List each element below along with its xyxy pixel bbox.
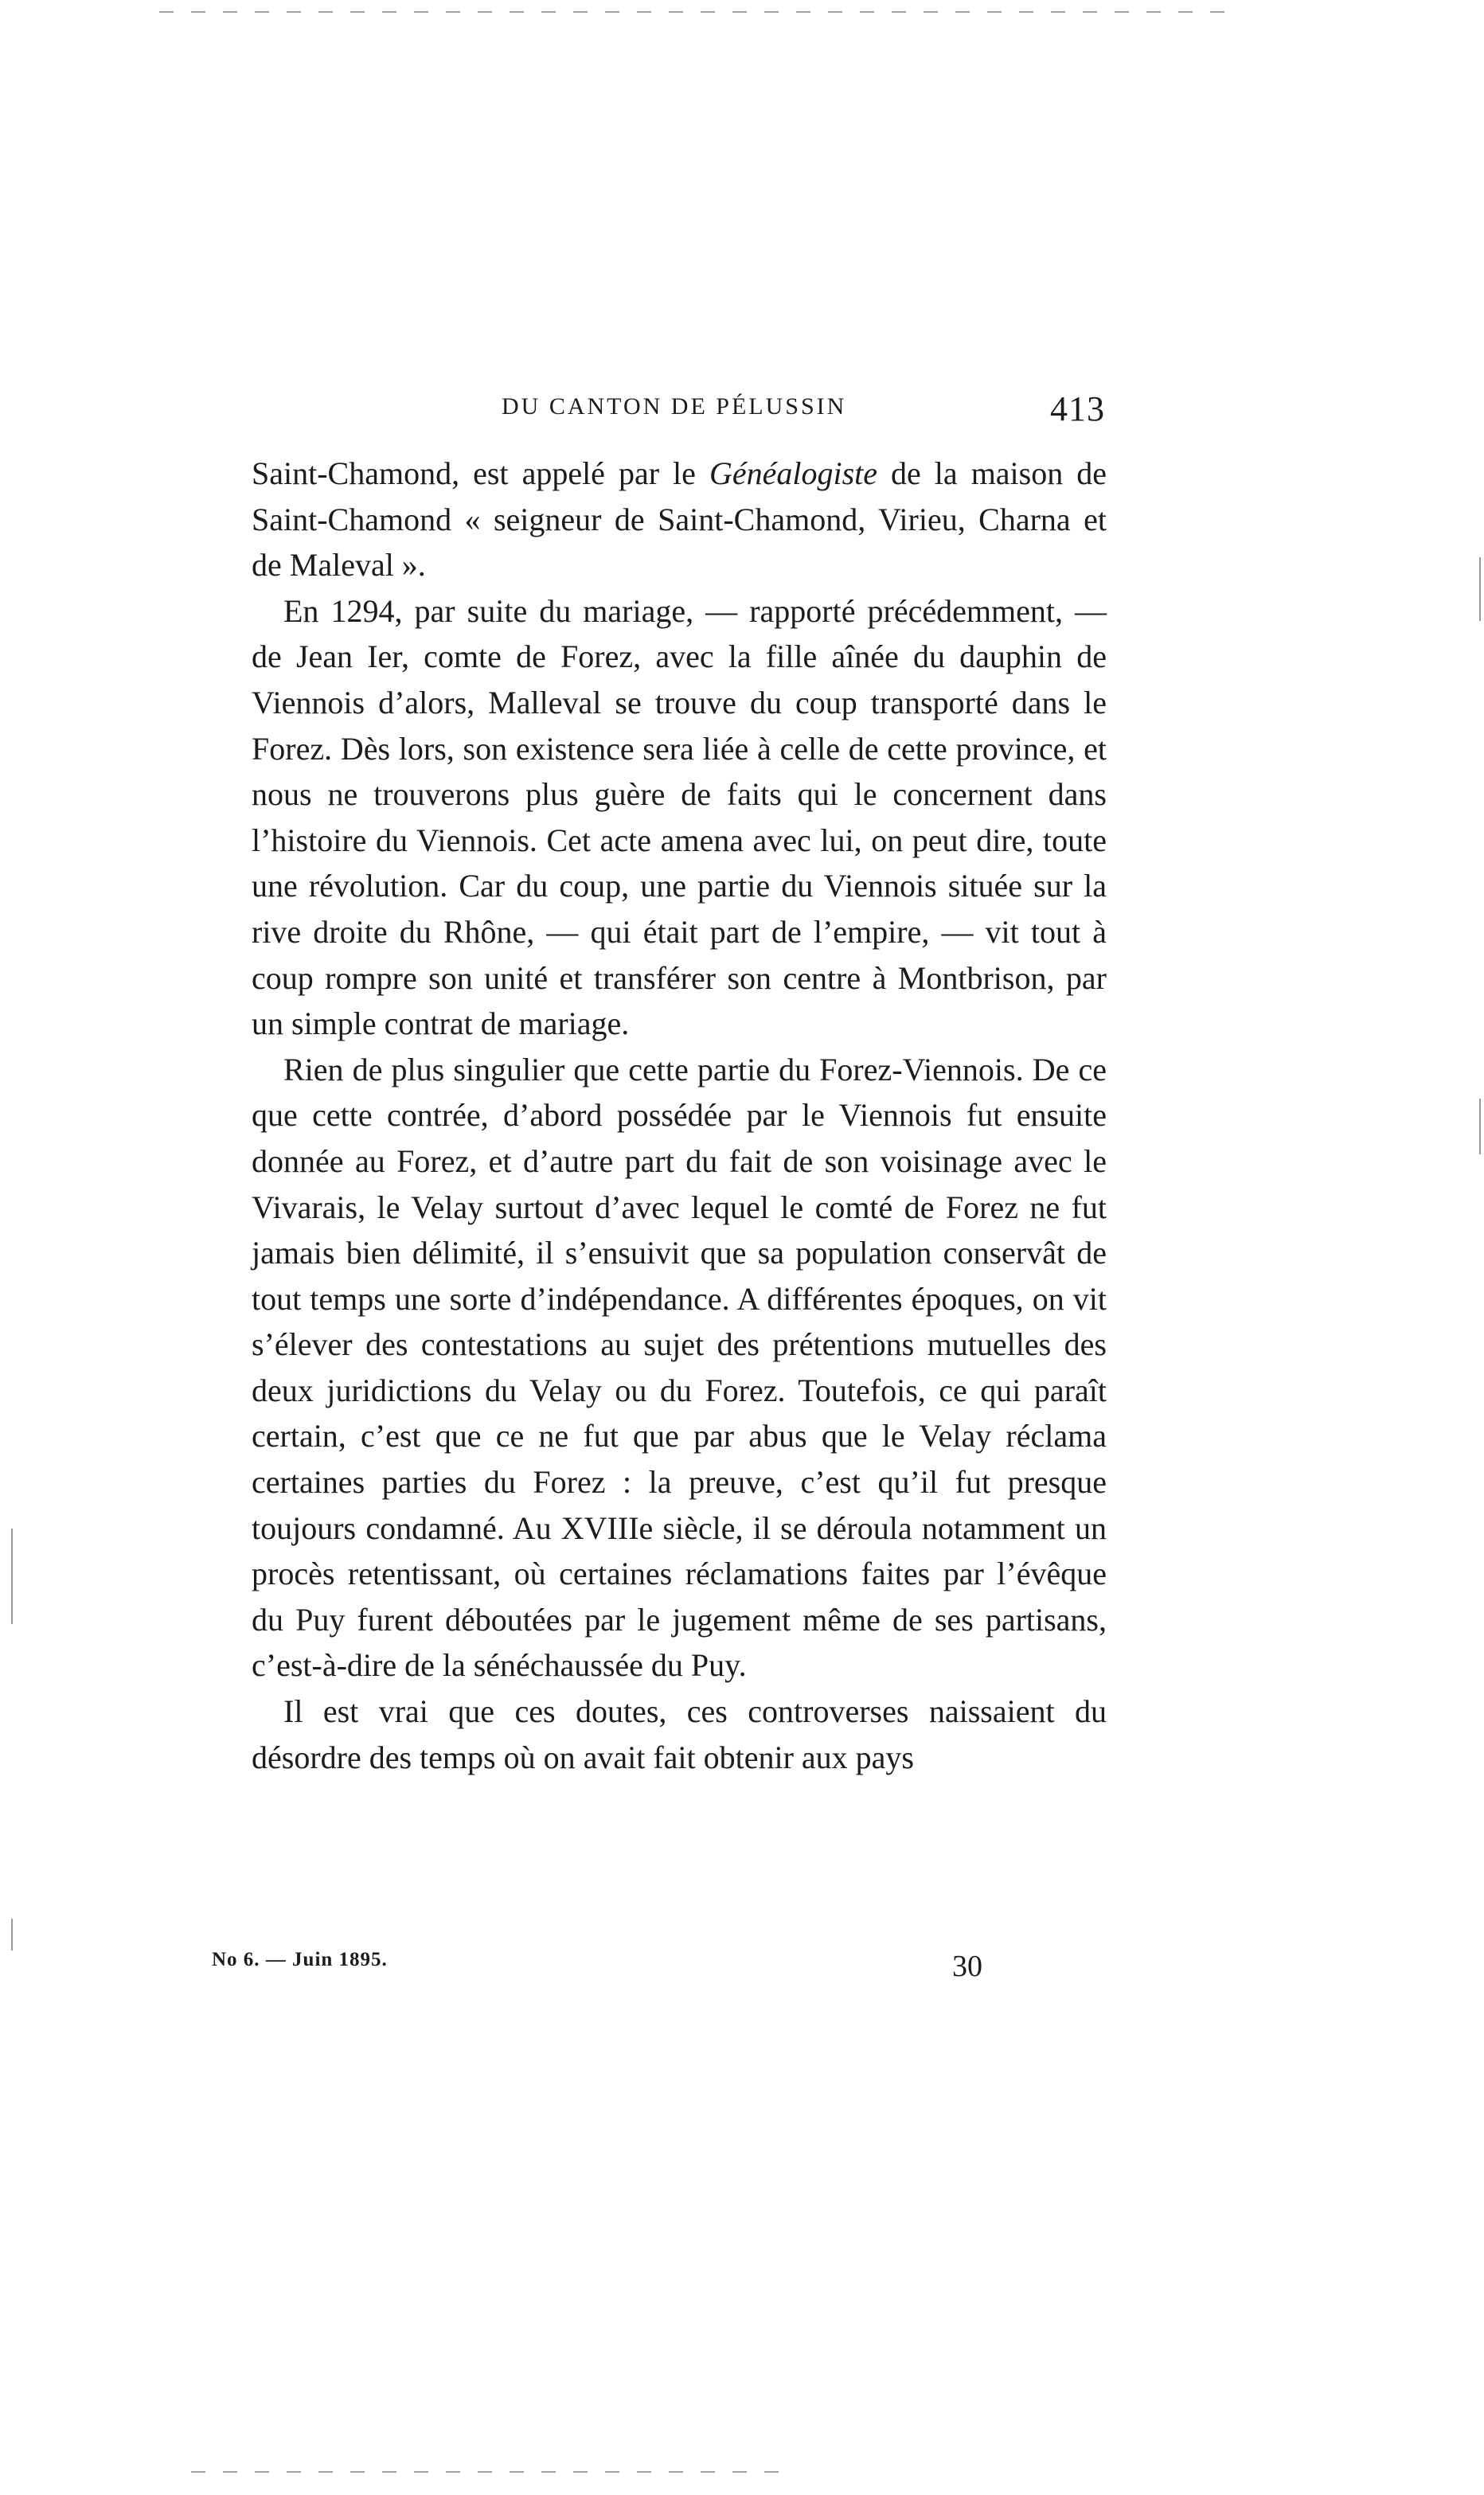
scan-margin-mark xyxy=(11,1919,13,1950)
paragraph-3: Rien de plus singulier que cette partie du Forez-Viennois. De ce que cette contrée, d’abord possédée par le Viennois fut ensuite donnée au Forez, et d’autre part du fait de son voisinage avec le Vivarais, le Velay surtout d’avec lequel le comté de Forez ne fut jamais bien délimité, il s’ensuivit que sa population conservât de tout temps une sorte d’indépendance. A différentes époques, on vit s’élever des contestations au sujet des prétentions mutuelles des deux juridictions du Velay ou du Forez. Toutefois, ce qui paraît certain, c’est que ce ne fut que par abus que le Velay réclama certaines parties du Forez : la preuve, c’est qu’il fut presque toujours condamné. Au XVIIIe siècle, il se déroula notamment un procès retentissant, où certaines réclamations faites par l’évêque du Puy furent déboutées par le jugement même de ses partisans, c’est-à-dire de la sénéchaussée du Puy. xyxy=(252,1051,1107,1684)
signature-mark: 30 xyxy=(952,1950,982,1983)
paragraph-2: En 1294, par suite du mariage, — rapporté précédemment, — de Jean Ier, comte de Forez, avec la fille aînée du dauphin de Viennois d’alors, Malleval se trouve du coup transporté dans le Forez. Dès lors, son existence sera liée à celle de cette province, et nous ne trouverons plus guère de faits qui le concernent dans l’histoire du Viennois. Cet acte amena avec lui, on peut dire, toute une révolution. Car du coup, une partie du Viennois située sur la rive droite du Rhône, — qui était part de l’empire, — vit tout à coup rompre son unité et transférer son centre à Montbrison, par un simple contrat de mariage. xyxy=(252,592,1107,1042)
paragraph-1-italic: Généalogiste xyxy=(709,455,878,491)
paragraph-4: Il est vrai que ces doutes, ces controverses naissaient du désordre des temps où on avait fait obtenir aux pays xyxy=(252,1693,1107,1775)
running-head xyxy=(252,389,1119,436)
scan-dash-bottom xyxy=(191,2471,796,2473)
paragraph-1-after: de la maison de Saint-Chamond « seigneur de Saint-Chamond, Virieu, Charna et de Maleval ». xyxy=(252,455,1107,584)
page-number: 413 xyxy=(1050,389,1105,428)
scan-margin-mark xyxy=(1479,1099,1481,1154)
issue-note: No 6. — Juin 1895. xyxy=(212,1949,388,1970)
scan-margin-mark xyxy=(11,1529,13,1624)
scan-margin-mark xyxy=(1479,557,1481,621)
scan-dash-top xyxy=(159,11,1226,13)
running-title: DU CANTON DE PÉLUSSIN xyxy=(502,393,847,420)
paragraph-1-before: Saint-Chamond, est appelé par le xyxy=(252,455,709,491)
body-text xyxy=(252,451,1107,1780)
paragraph-1 xyxy=(252,451,1107,588)
